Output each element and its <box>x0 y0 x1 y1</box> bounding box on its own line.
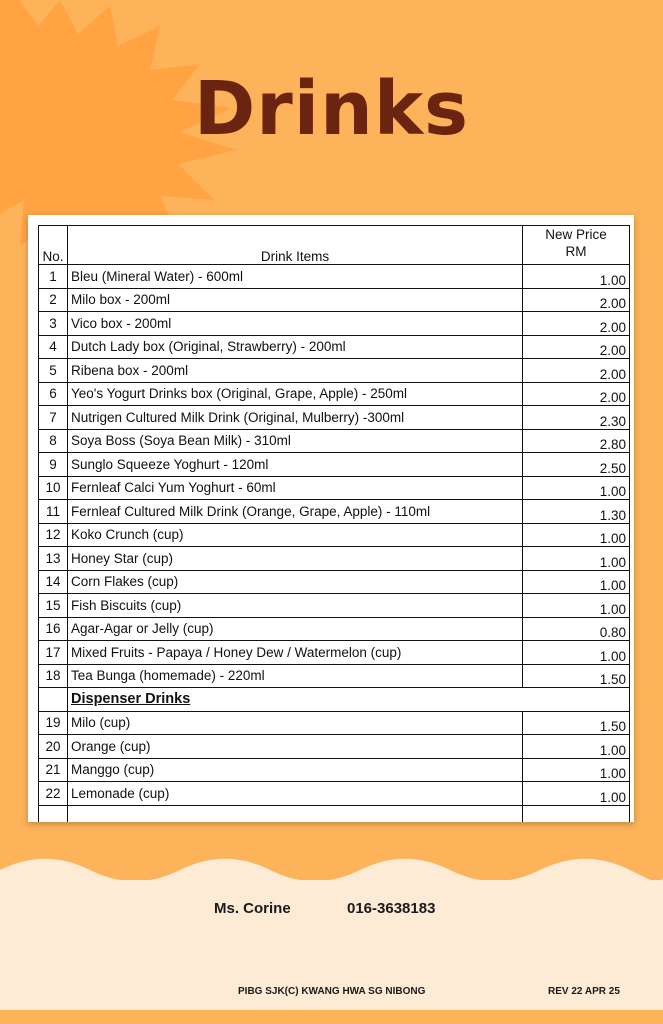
table-row <box>39 500 630 524</box>
row-item: Yeo's Yogurt Drinks box (Original, Grape, Apple) - 250ml <box>68 382 523 406</box>
row-item: Orange (cup) <box>68 735 523 759</box>
row-number: 19 <box>39 711 68 735</box>
cut-cell <box>68 805 523 822</box>
row-number: 18 <box>39 664 68 688</box>
row-item: Fernleaf Calci Yum Yoghurt - 60ml <box>68 476 523 500</box>
table-row <box>39 429 630 453</box>
row-price: 1.00 <box>523 758 630 782</box>
row-item: Manggo (cup) <box>68 758 523 782</box>
row-price: 2.00 <box>523 359 630 383</box>
row-number: 22 <box>39 782 68 806</box>
row-price: 1.00 <box>523 594 630 618</box>
row-item: Mixed Fruits - Papaya / Honey Dew / Watermelon (cup) <box>68 641 523 665</box>
table-row <box>39 594 630 618</box>
drinks-table <box>38 225 630 822</box>
row-price: 2.80 <box>523 429 630 453</box>
header-price-line2: RM <box>565 244 587 259</box>
table-row <box>39 782 630 806</box>
row-number: 17 <box>39 641 68 665</box>
row-price: 1.50 <box>523 664 630 688</box>
section-spacer <box>39 688 68 712</box>
row-item: Agar-Agar or Jelly (cup) <box>68 617 523 641</box>
contact-phone: 016-3638183 <box>347 900 436 917</box>
menu-sheet <box>28 215 634 822</box>
row-number: 2 <box>39 288 68 312</box>
row-price: 2.50 <box>523 453 630 477</box>
row-number: 14 <box>39 570 68 594</box>
contact-name: Ms. Corine <box>214 900 291 917</box>
row-item: Corn Flakes (cup) <box>68 570 523 594</box>
row-number: 6 <box>39 382 68 406</box>
row-price: 1.50 <box>523 711 630 735</box>
row-price: 1.00 <box>523 782 630 806</box>
row-price: 1.00 <box>523 641 630 665</box>
row-item: Dutch Lady box (Original, Strawberry) - 200ml <box>68 335 523 359</box>
row-price: 2.00 <box>523 312 630 336</box>
row-number: 8 <box>39 429 68 453</box>
section-title: Dispenser Drinks <box>71 691 191 708</box>
row-item: Vico box - 200ml <box>68 312 523 336</box>
table-row <box>39 288 630 312</box>
header-item: Drink Items <box>68 226 523 265</box>
table-row <box>39 758 630 782</box>
row-price: 2.00 <box>523 382 630 406</box>
table-row <box>39 570 630 594</box>
row-item: Fernleaf Cultured Milk Drink (Orange, Grape, Apple) - 110ml <box>68 500 523 524</box>
table-row <box>39 453 630 477</box>
table-row <box>39 617 630 641</box>
row-number: 7 <box>39 406 68 430</box>
table-row <box>39 406 630 430</box>
table-row <box>39 523 630 547</box>
row-price: 1.00 <box>523 265 630 289</box>
row-price: 0.80 <box>523 617 630 641</box>
row-item: Sunglo Squeeze Yoghurt - 120ml <box>68 453 523 477</box>
table-row <box>39 359 630 383</box>
row-number: 10 <box>39 476 68 500</box>
row-number: 12 <box>39 523 68 547</box>
bottom-panel <box>0 880 663 1024</box>
row-item: Ribena box - 200ml <box>68 359 523 383</box>
row-item: Tea Bunga (homemade) - 220ml <box>68 664 523 688</box>
section-title-cell <box>68 688 630 712</box>
table-row <box>39 335 630 359</box>
table-row <box>39 382 630 406</box>
table-row <box>39 476 630 500</box>
bottom-stripe <box>0 1010 663 1024</box>
row-item: Fish Biscuits (cup) <box>68 594 523 618</box>
row-number: 3 <box>39 312 68 336</box>
row-number: 21 <box>39 758 68 782</box>
header-price <box>523 226 630 265</box>
row-number: 1 <box>39 265 68 289</box>
row-number: 15 <box>39 594 68 618</box>
row-price: 1.00 <box>523 547 630 571</box>
section-row <box>39 688 630 712</box>
row-price: 1.00 <box>523 523 630 547</box>
row-item: Nutrigen Cultured Milk Drink (Original, Mulberry) -300ml <box>68 406 523 430</box>
row-item: Soya Boss (Soya Bean Milk) - 310ml <box>68 429 523 453</box>
row-number: 13 <box>39 547 68 571</box>
footer-revision: REV 22 APR 25 <box>548 986 620 997</box>
row-item: Honey Star (cup) <box>68 547 523 571</box>
table-row <box>39 641 630 665</box>
row-item: Lemonade (cup) <box>68 782 523 806</box>
row-price: 2.00 <box>523 335 630 359</box>
row-number: 11 <box>39 500 68 524</box>
table-row <box>39 265 630 289</box>
row-number: 5 <box>39 359 68 383</box>
table-row <box>39 547 630 571</box>
row-item: Koko Crunch (cup) <box>68 523 523 547</box>
table-row-cut <box>39 805 630 822</box>
footer-org: PIBG SJK(C) KWANG HWA SG NIBONG <box>238 986 426 997</box>
row-item: Milo (cup) <box>68 711 523 735</box>
row-item: Bleu (Mineral Water) - 600ml <box>68 265 523 289</box>
table-row <box>39 711 630 735</box>
row-number: 20 <box>39 735 68 759</box>
row-number: 9 <box>39 453 68 477</box>
row-number: 16 <box>39 617 68 641</box>
table-row <box>39 312 630 336</box>
cut-cell <box>39 805 68 822</box>
row-price: 2.00 <box>523 288 630 312</box>
row-item: Milo box - 200ml <box>68 288 523 312</box>
row-price: 2.30 <box>523 406 630 430</box>
page-title: Drinks <box>193 66 470 152</box>
table-header-row <box>39 226 630 265</box>
row-price: 1.00 <box>523 735 630 759</box>
header-price-line1: New Price <box>545 227 607 242</box>
row-price: 1.30 <box>523 500 630 524</box>
row-price: 1.00 <box>523 570 630 594</box>
table-row <box>39 664 630 688</box>
header-no: No. <box>39 226 68 265</box>
row-price: 1.00 <box>523 476 630 500</box>
cut-cell <box>523 805 630 822</box>
table-row <box>39 735 630 759</box>
row-number: 4 <box>39 335 68 359</box>
